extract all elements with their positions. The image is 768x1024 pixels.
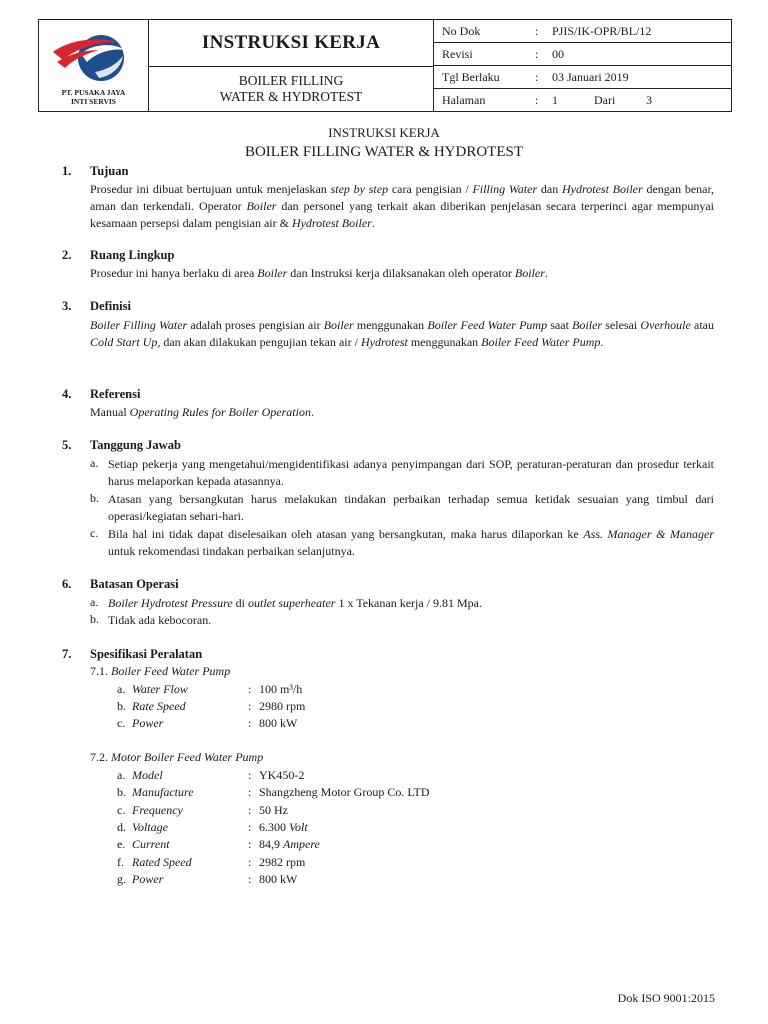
spec-value — [259, 768, 304, 783]
spec-marker: b. — [117, 699, 126, 713]
spec-colon: : — [248, 699, 252, 713]
spec-marker: b. — [117, 785, 126, 800]
list-marker: b. — [90, 491, 99, 505]
spec-colon: : — [248, 716, 252, 730]
spec-label: Current — [132, 837, 170, 852]
spec-colon: : — [248, 819, 252, 834]
spec-value-unit: Ampere — [283, 837, 320, 852]
spec-value-number: 6.300 — [259, 819, 286, 834]
document-subtitle: BOILER FILLING WATER & HYDROTEST — [244, 144, 524, 160]
text-run: Cold Start Up — [90, 335, 158, 349]
text-run: Boiler Filling Water — [90, 318, 188, 332]
section-title-spesifikasi: Spesifikasi Peralatan — [90, 647, 203, 661]
section-body-referensi — [90, 404, 714, 421]
document-title: INSTRUKSI KERJA — [328, 125, 440, 140]
section-title-definisi: Definisi — [90, 299, 131, 313]
spec-value-number: 800 kW — [259, 871, 298, 886]
meta-value: 03 Januari 2019 — [552, 70, 629, 84]
text-run: saat — [547, 318, 573, 332]
spec-value-number: Shangzheng Motor Group Co. LTD — [259, 785, 430, 800]
spec-colon: : — [248, 802, 252, 817]
spec-marker: a. — [117, 682, 126, 696]
section-body-tujuan — [90, 181, 714, 232]
section-number: 3. — [62, 299, 72, 313]
subsection-heading — [90, 750, 263, 765]
section-body-ruang-lingkup — [90, 265, 714, 282]
spec-label: Voltage — [132, 819, 168, 834]
list-item-text — [108, 595, 714, 612]
spec-value-number: 84,9 — [259, 837, 280, 852]
text-run: 1 x Tekanan kerja / 9.81 Mpa. — [335, 596, 483, 610]
text-run: Boiler — [257, 266, 288, 280]
footer-iso-reference: Dok ISO 9001:2015 — [617, 991, 715, 1005]
text-run: Manual — [90, 405, 130, 419]
spec-marker: g. — [117, 871, 126, 886]
spec-label: Water Flow — [132, 682, 188, 696]
text-run: dan — [537, 182, 563, 196]
company-name-line: INTI SERVIS — [71, 97, 116, 106]
text-run: dan Instruksi kerja dilaksanakan oleh operator — [287, 266, 515, 280]
section-number: 2. — [62, 248, 72, 262]
spec-value — [259, 820, 308, 835]
spec-value-number: 100 m³/h — [259, 682, 303, 696]
spec-marker: c. — [117, 802, 126, 817]
text-run: Hydrotest — [360, 335, 408, 349]
spec-value — [259, 682, 302, 697]
spec-value — [259, 699, 305, 714]
spec-label: Power — [132, 871, 164, 886]
text-run: di — [232, 596, 248, 610]
text-run: Ass. Manager & Manager — [583, 527, 714, 541]
text-run: adalah proses pengisian air — [187, 318, 324, 332]
text-run: . — [310, 405, 314, 419]
meta-label: Tgl Berlaku — [442, 70, 500, 84]
meta-row-page — [434, 89, 732, 111]
section-title-tanggung-jawab: Tanggung Jawab — [90, 438, 181, 452]
spec-label: Rated Speed — [132, 854, 192, 869]
section-number: 5. — [62, 438, 72, 452]
text-run: . — [544, 266, 548, 280]
meta-value: PJIS/IK-OPR/BL/12 — [552, 24, 652, 38]
spec-colon: : — [248, 768, 252, 782]
text-run: Overhoule — [640, 318, 691, 332]
meta-label: No Dok — [442, 24, 481, 38]
subsection-title: Motor Boiler Feed Water Pump — [111, 750, 264, 764]
text-run: dan personel yang terkait akan diberikan penjelasan secara terperinci agar mempunyai kesamaan persepsi dalam pengisian air & — [90, 199, 714, 230]
text-run: selesai — [602, 318, 641, 332]
text-run: cara pengisian / — [388, 182, 473, 196]
spec-value — [259, 785, 430, 800]
text-run: Prosedur ini hanya berlaku di area — [90, 266, 258, 280]
meta-label: Halaman — [442, 93, 486, 107]
spec-value — [259, 803, 288, 818]
meta-separator: : — [535, 70, 539, 84]
text-run: outlet superheater — [248, 596, 336, 610]
text-run: Operating Rules for Boiler Operation — [129, 405, 311, 419]
text-run: menggunakan — [407, 335, 482, 349]
company-logo-icon — [51, 28, 137, 86]
text-run: Hydrotest Boiler — [291, 216, 372, 230]
text-run: Boiler — [246, 199, 277, 213]
section-title-tujuan: Tujuan — [90, 164, 129, 178]
section-body-definisi — [90, 317, 714, 351]
spec-colon: : — [248, 854, 252, 869]
spec-colon: : — [248, 785, 252, 800]
spec-label: Power — [132, 716, 164, 730]
spec-marker: d. — [117, 819, 126, 834]
subsection-heading — [90, 664, 230, 679]
text-run: . — [600, 335, 604, 349]
company-name-line: PT. PUSAKA JAYA — [61, 88, 126, 97]
spec-marker: f. — [117, 854, 124, 869]
spec-value-number: YK450-2 — [259, 768, 305, 782]
section-title-batasan-operasi: Batasan Operasi — [90, 577, 179, 591]
spec-marker: c. — [117, 716, 126, 730]
list-marker: c. — [90, 526, 99, 540]
spec-marker: e. — [117, 837, 126, 852]
meta-separator: : — [535, 24, 539, 38]
section-number: 1. — [62, 164, 72, 178]
meta-separator: : — [535, 47, 539, 61]
text-run: dengan benar, aman dan terkendali. Operator — [90, 182, 715, 213]
spec-colon: : — [248, 837, 252, 852]
spec-colon: : — [248, 682, 252, 696]
text-run: atau — [690, 318, 714, 332]
text-run: Prosedur ini dibuat bertujuan untuk menjelaskan — [90, 182, 331, 196]
header-subtitle — [149, 67, 433, 111]
header-subtitle-line: BOILER FILLING — [238, 73, 344, 88]
meta-separator: : — [535, 93, 539, 107]
header-subtitle-line: WATER & HYDROTEST — [219, 89, 363, 104]
subsection-number: 7.2. — [90, 750, 111, 764]
page-of-label: Dari — [594, 93, 616, 107]
text-run: menggunakan — [353, 318, 428, 332]
spec-value — [259, 855, 305, 870]
subsection-number: 7.1. — [90, 664, 111, 678]
text-run: untuk rekomendasi tindakan perbaikan selanjutnya. — [108, 544, 355, 558]
list-item-text: Tidak ada kebocoran. — [108, 613, 212, 627]
section-number: 4. — [62, 387, 72, 401]
spec-value — [259, 716, 297, 731]
text-run: Boiler — [572, 318, 603, 332]
text-run: Boiler Feed Water Pump — [427, 318, 548, 332]
subsection-title: Boiler Feed Water Pump — [111, 664, 231, 678]
list-marker: b. — [90, 612, 99, 626]
text-run: Filling Water — [472, 182, 538, 196]
list-item-text — [108, 526, 714, 560]
text-run: Bila hal ini tidak dapat diselesaikan oleh atasan yang bersangkutan, maka harus dilaporkan ke — [108, 527, 584, 541]
spec-colon: : — [248, 871, 252, 886]
text-run: Boiler Feed Water Pump — [481, 335, 601, 349]
spec-value-number: 2980 rpm — [259, 699, 306, 713]
spec-label: Frequency — [132, 802, 183, 817]
meta-label: Revisi — [442, 47, 473, 61]
section-number: 6. — [62, 577, 72, 591]
spec-value-unit: Volt — [289, 819, 308, 834]
meta-row-revision — [434, 43, 732, 65]
text-run: Boiler — [323, 318, 354, 332]
text-run: Hydrotest Boiler — [562, 182, 643, 196]
section-number: 7. — [62, 647, 72, 661]
text-run: Boiler — [514, 266, 545, 280]
meta-row-doc-number — [434, 20, 732, 42]
section-title-referensi: Referensi — [90, 387, 141, 401]
meta-row-effective-date — [434, 66, 732, 88]
header-title: INSTRUKSI KERJA — [201, 32, 381, 53]
list-marker: a. — [90, 456, 99, 470]
list-marker: a. — [90, 595, 99, 609]
list-item-text: Atasan yang bersangkutan harus melakukan tindakan perbaikan terhadap semua ketidak sesuaian yang timbul dari operasi/kegiatan sehari-hari. — [108, 492, 714, 523]
spec-value — [259, 872, 297, 887]
spec-value-number: 2982 rpm — [259, 854, 306, 869]
page-total: 3 — [646, 93, 652, 107]
text-run: , dan akan dilakukan pengujian tekan air / — [157, 335, 361, 349]
list-item-text: Setiap pekerja yang mengetahui/mengidentifikasi adanya penyimpangan dari SOP, peraturan-peraturan dan prosedur terkait harus melaporkan kepada atasannya. — [108, 457, 714, 488]
spec-value-number: 50 Hz — [259, 802, 288, 817]
spec-marker: a. — [117, 768, 126, 782]
text-run: . — [371, 216, 375, 230]
company-logo — [39, 20, 148, 111]
meta-value: 00 — [552, 47, 564, 61]
page-number: 1 — [552, 93, 558, 107]
section-title-ruang-lingkup: Ruang Lingkup — [90, 248, 175, 262]
spec-label: Model — [132, 768, 163, 782]
spec-value-number: 800 kW — [259, 716, 298, 730]
document-header-table — [38, 19, 732, 112]
spec-label: Manufacture — [132, 785, 194, 800]
spec-label: Rate Speed — [132, 699, 186, 713]
spec-value — [259, 837, 320, 852]
text-run: step by step — [330, 182, 389, 196]
text-run: Boiler Hydrotest Pressure — [108, 596, 233, 610]
